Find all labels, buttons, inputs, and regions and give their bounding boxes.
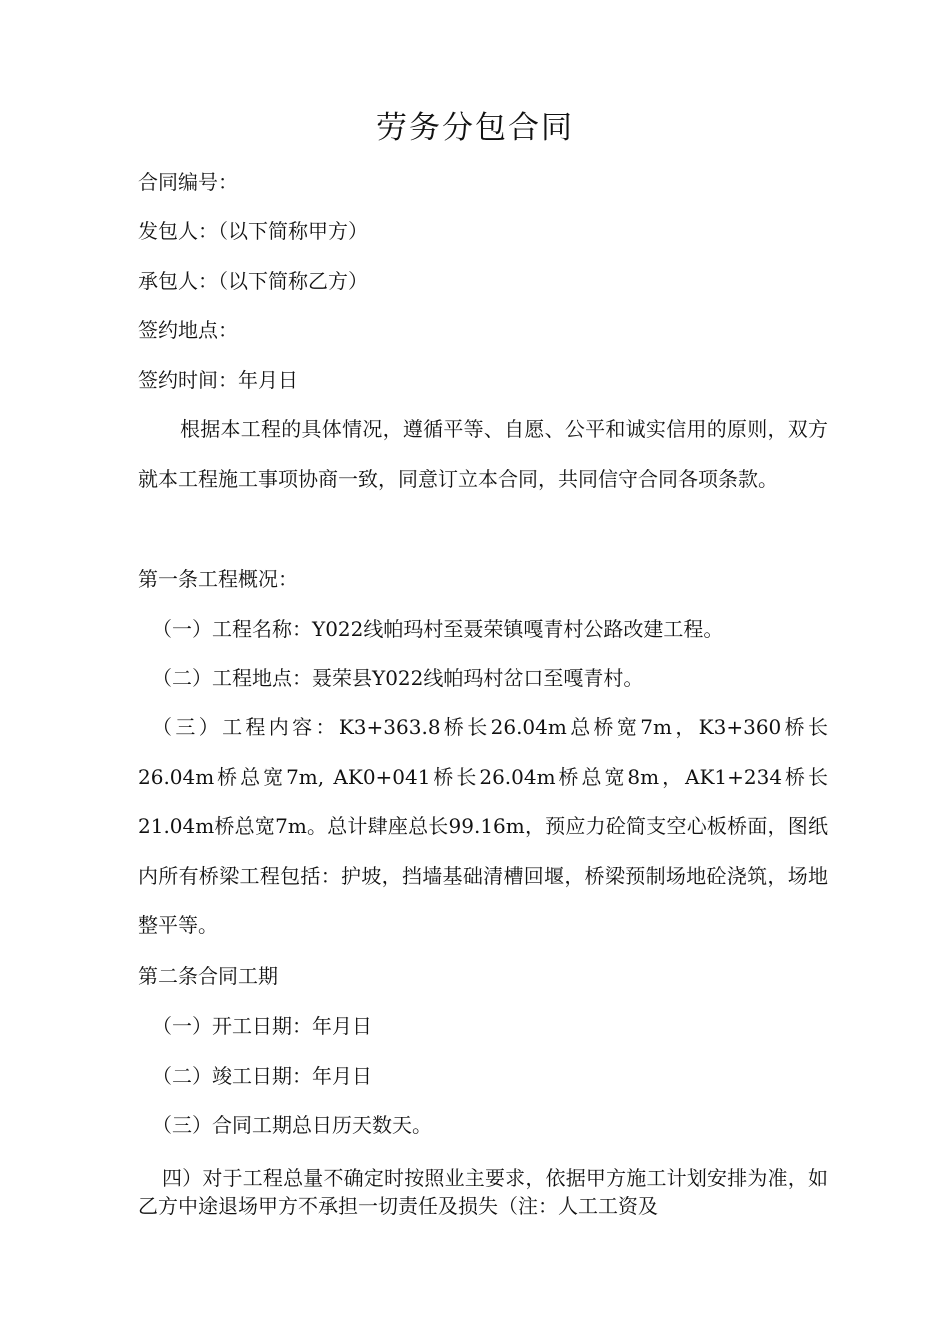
article2-item-start: （一）开工日期：年月日 xyxy=(152,1014,372,1038)
article2-item-note: 四）对于工程总量不确定时按照业主要求，依据甲方施工计划安排为准，如乙方中途退场甲方不承担一切责任及损失（注：人工工资及 xyxy=(138,1166,828,1218)
intro-paragraph: 根据本工程的具体情况，遵循平等、自愿、公平和诚实信用的原则，双方就本工程施工事项协商一致，同意订立本合同，共同信守合同各项条款。 xyxy=(138,417,828,491)
article2-item-duration: （三）合同工期总日历天数天。 xyxy=(152,1113,432,1137)
article1-item-location: （二）工程地点：聂荣县Y022线帕玛村岔口至嘎青村。 xyxy=(152,666,644,690)
contract-number-field: 合同编号： xyxy=(138,170,238,194)
document-title: 劳务分包合同 xyxy=(376,110,574,146)
employer-field: 发包人：（以下简称甲方） xyxy=(138,219,368,243)
article1-item-name: （一）工程名称：Y022线帕玛村至聂荣镇嘎青村公路改建工程。 xyxy=(152,617,724,641)
article2-heading: 第二条合同工期 xyxy=(138,964,278,988)
article1-item-content: （三）工程内容：K3+363.8桥长26.04m总桥宽7m，K3+360桥长26.04m桥总宽7m, AK0+041桥长26.04m桥总宽8m，AK1+234桥长21.04m桥总宽7m。总计肆座总长99.16m，预应力砼简支空心板桥面，图纸内所有桥梁工程包括：护坡，挡墙基础清槽回堰，桥梁预制场地砼浇筑，场地整平等。 xyxy=(138,715,828,937)
sign-time-field: 签约时间：年月日 xyxy=(138,368,298,392)
sign-place-field: 签约地点： xyxy=(138,318,238,342)
contractor-field: 承包人：（以下简称乙方） xyxy=(138,269,368,293)
article1-heading: 第一条工程概况： xyxy=(138,567,298,591)
article2-item-end: （二）竣工日期：年月日 xyxy=(152,1064,372,1088)
